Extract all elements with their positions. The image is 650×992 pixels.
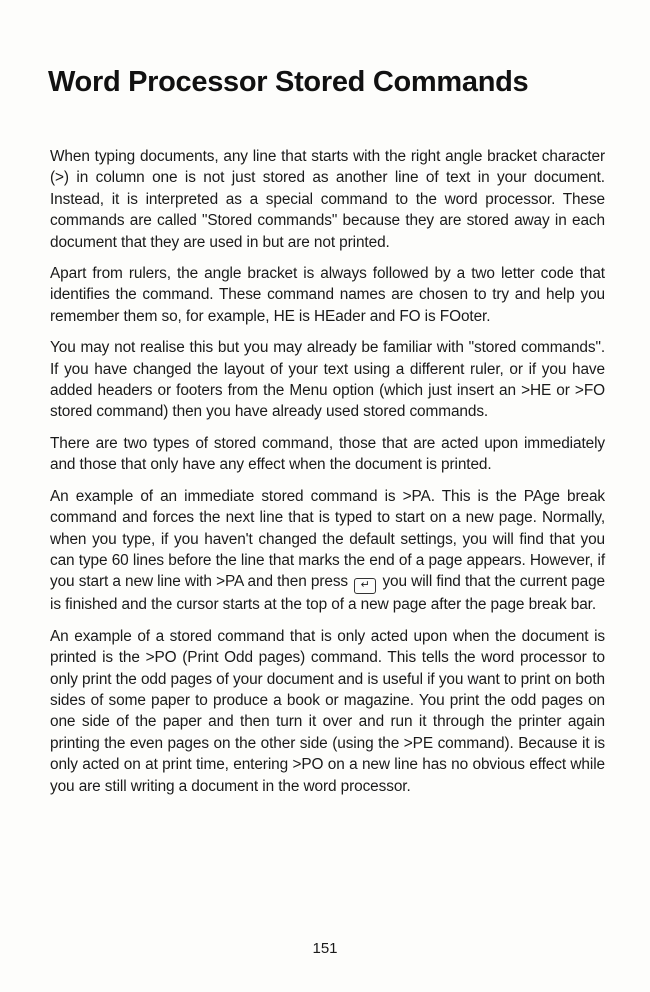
paragraph: You may not realise this but you may already be familiar with "stored commands". If you have changed the layout of your text using a different ruler, or if you have added headers or footers from the Menu option (which just insert an >HE or >FO stored command) then you have already used stored commands. <box>50 339 605 421</box>
page-number: 151 <box>312 940 338 957</box>
enter-key-icon: ↵ <box>354 578 376 594</box>
paragraph: There are two types of stored command, those that are acted upon immediately and those that only have any effect when the document is printed. <box>50 434 605 474</box>
paragraph-text: you will find that the current page is finished and the cursor starts at the top of a new page after the page break bar. <box>50 573 605 614</box>
paragraph: When typing documents, any line that starts with the right angle bracket character (>) in column one is not just stored as another line of text in your document. Instead, it is interpreted as a special command to the word processor. These commands are called "Stored commands" because they are stored away in each document that they are used in but are not printed. <box>50 148 605 251</box>
document-body <box>50 146 605 807</box>
paragraph: Apart from rulers, the angle bracket is always followed by a two letter code that identifies the command. These command names are chosen to try and help you remember them so, for example, HE is HEader and FO is FOoter. <box>50 265 605 325</box>
paragraph-text: An example of an immediate stored command is >PA. This is the PAge break command and forces the next line that is typed to start on a new page. Normally, when you type, if you haven't changed the default settings, you will find that you can type 60 lines before the line that marks the end of a page appears. However, if you start a new line with >PA and then press <box>50 487 605 591</box>
paragraph <box>50 486 605 616</box>
paragraph: An example of a stored command that is only acted upon when the document is printed is the >PO (Print Odd pages) command. This tells the word processor to only print the odd pages of your document and is useful if you want to print on both sides of some paper to produce a book or magazine. You print the odd pages on one side of the paper and then turn it over and run it through the printer again printing the even pages on the other side (using the >PE command). Because it is only acted on at print time, entering >PO on a new line has no obvious effect while you are still writing a document in the word processor. <box>50 627 605 795</box>
page-title: Word Processor Stored Commands <box>48 66 529 98</box>
